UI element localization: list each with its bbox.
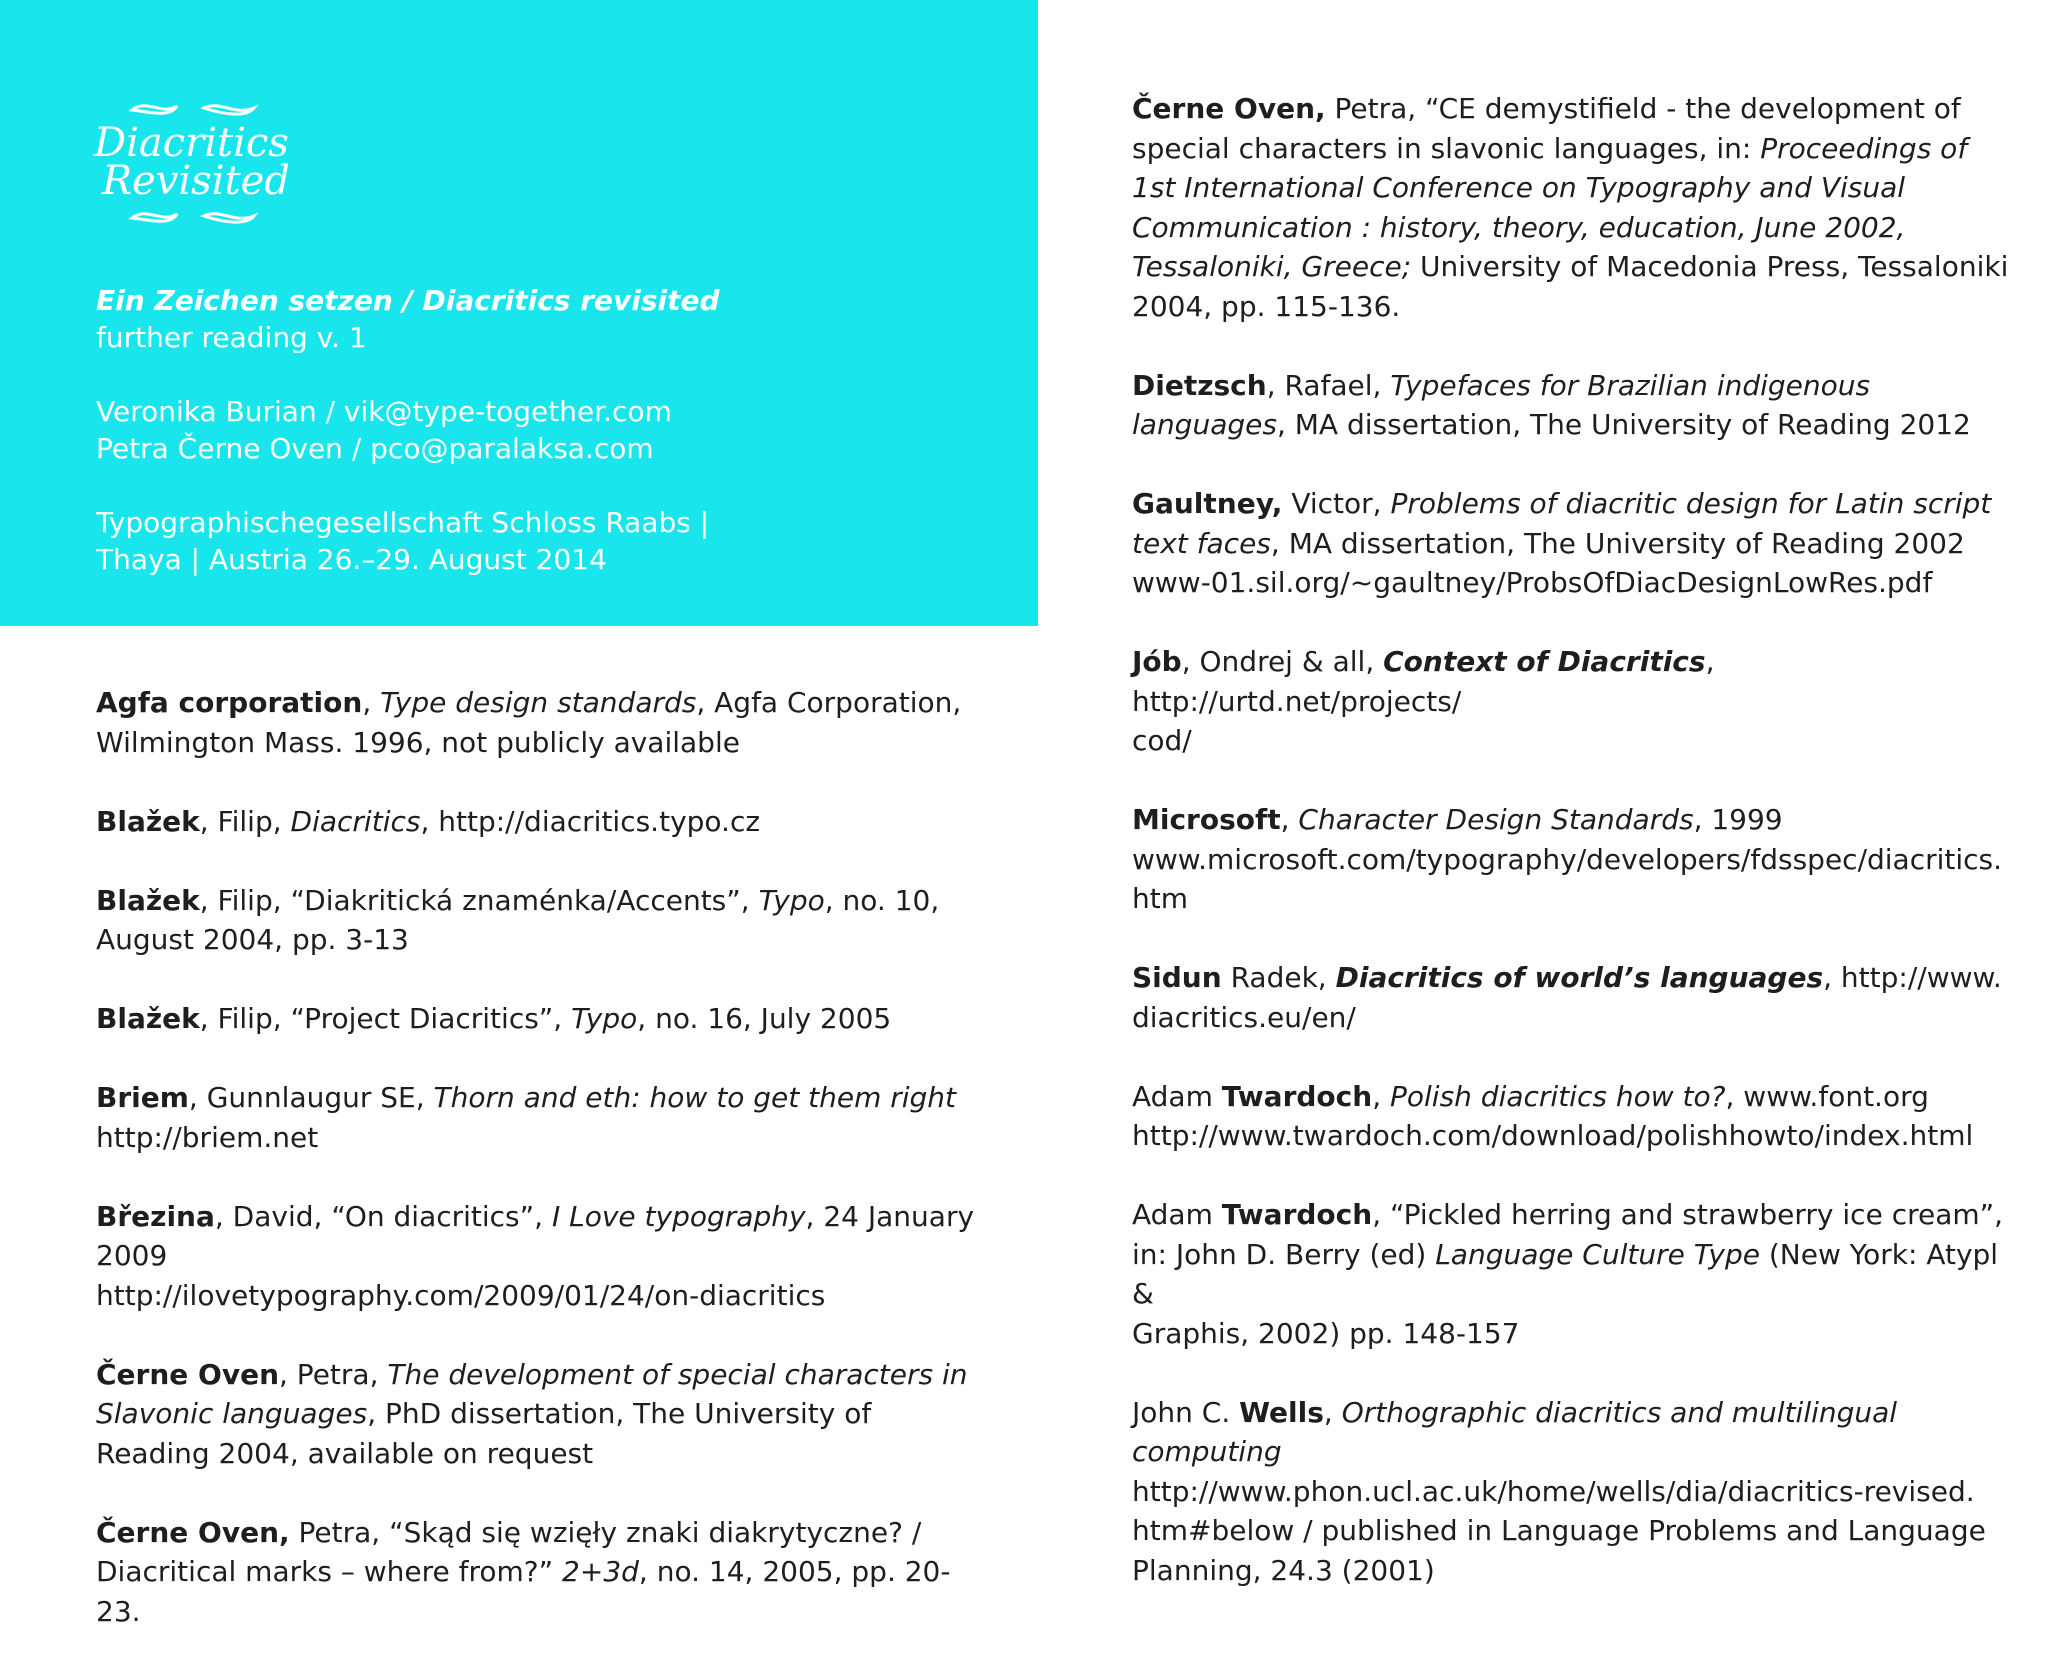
reference-title: Polish diacritics how to? <box>1390 1079 1726 1113</box>
reference-text: , Rafael, <box>1266 368 1391 402</box>
reference-entry <box>1132 958 2012 1037</box>
reference-entry <box>96 1197 976 1316</box>
contact-cerne-oven: Petra Černe Oven / pco@paralaksa.com <box>96 432 654 465</box>
reference-text: , Gunnlaugur SE, <box>188 1081 434 1114</box>
reference-entry <box>1132 89 2012 326</box>
reference-author: Jób <box>1132 645 1182 678</box>
reference-text: , 24 January 2009 <box>96 1199 975 1272</box>
reference-text: http://www.twardoch.com/download/polishhowto/index.html <box>1132 1119 1974 1152</box>
reference-entry <box>96 881 976 960</box>
document-title: Ein Zeichen setzen / Diacritics revisited <box>96 284 720 317</box>
reference-text: http://briem.net <box>96 1120 319 1154</box>
reference-title: Language Culture Type <box>1435 1237 1760 1271</box>
reference-text: , 1999 <box>1693 803 1783 836</box>
reference-text: , no. 16, July 2005 <box>637 1002 892 1035</box>
reference-entry <box>96 802 976 842</box>
reference-text: www-01.sil.org/~gaultney/ProbsOfDiacDesignLowRes.pdf <box>1132 566 1933 599</box>
reference-author: Dietzsch <box>1132 368 1267 402</box>
reference-text: Radek, <box>1221 961 1336 994</box>
reference-title: Diacritics <box>290 804 421 838</box>
reference-text: , Petra, <box>279 1357 388 1391</box>
reference-author: Černe Oven, <box>1132 92 1326 125</box>
reference-title: Typo <box>758 883 825 917</box>
reference-text: Planning, 24.3 (2001) <box>1132 1553 1435 1587</box>
reference-author: Černe Oven <box>96 1357 279 1391</box>
diacritics-revisited-logo <box>92 96 292 232</box>
reference-text: Adam <box>1132 1198 1222 1231</box>
reference-entry <box>1132 366 2012 445</box>
reference-text: , <box>1323 1395 1342 1429</box>
reference-text: , <box>1372 1079 1390 1113</box>
reference-entry <box>96 1078 976 1157</box>
reference-title: Proceedings of 1st International Conference on Typography and Visual Communication : history, theory, education, June 2002, Tessaloniki, Greece; <box>1132 131 1968 283</box>
reference-text: htm#below / published in Language Problems and Language <box>1132 1514 1986 1547</box>
reference-author: Sidun <box>1132 961 1222 994</box>
reference-text: (New York: Atypl & <box>1132 1237 1999 1310</box>
reference-author: Blažek <box>96 804 200 838</box>
reference-text: , MA dissertation, The University of Reading 2012 <box>1276 408 1971 441</box>
reference-title: Typo <box>571 1002 638 1035</box>
header-panel <box>0 0 1038 626</box>
reference-title: Orthographic diacritics and multilingual computing <box>1132 1395 1898 1468</box>
svg-text:Diacritics: Diacritics <box>94 120 289 166</box>
reference-text: , Filip, <box>199 804 291 838</box>
reference-title: Context of Diacritics <box>1383 645 1706 678</box>
reference-text: , Agfa Corporation, Wilmington Mass. 1996, not publicly available <box>96 686 962 759</box>
reference-author: Blažek <box>96 883 200 917</box>
reference-text: , <box>362 686 381 719</box>
reference-title: The development of special characters in Slavonic languages <box>96 1357 968 1430</box>
reference-author: Blažek <box>96 1002 200 1035</box>
reference-entry <box>1132 1077 2012 1156</box>
reference-author: Gaultney, <box>1132 487 1283 520</box>
reference-text: , Ondrej & all, <box>1181 645 1384 678</box>
reference-text: , http://diacritics.typo.cz <box>420 804 761 838</box>
reference-text: , http://urtd.net/projects/ <box>1132 645 1715 718</box>
reference-text: , David, “On diacritics”, <box>214 1199 552 1233</box>
reference-text: John C. <box>1132 1395 1240 1429</box>
reference-text: , <box>1280 803 1299 836</box>
reference-list-left <box>96 683 976 1671</box>
reference-list-right <box>1132 89 2012 1630</box>
reference-text: , Filip, “Diakritická znaménka/Accents”, <box>199 883 759 917</box>
reference-text: , MA dissertation, The University of Reading 2002 <box>1270 526 1965 560</box>
reference-entry <box>96 1355 976 1474</box>
reference-author: Wells <box>1239 1395 1324 1429</box>
reference-text: http://www.phon.ucl.ac.uk/home/wells/dia/diacritics-revised. <box>1132 1474 1975 1508</box>
reference-text: , “Pickled herring and strawberry ice cream”, <box>1372 1198 2004 1231</box>
svg-text:Revisited: Revisited <box>102 158 290 204</box>
reference-author: Agfa corporation <box>96 686 363 719</box>
reference-author: Microsoft <box>1132 803 1281 836</box>
reference-text: Petra, “Skąd się wzięły znaki diakrytyczne? / Diacritical marks – where from?” <box>96 1515 922 1588</box>
contact-burian: Veronika Burian / vik@type-together.com <box>96 395 672 428</box>
reference-text: Petra, “CE demystifield - the development of special characters in slavonic languages, in: <box>1132 92 1961 165</box>
reference-author: Briem <box>96 1081 189 1114</box>
event-info <box>96 282 996 578</box>
reference-text: diacritics.eu/en/ <box>1132 1000 1356 1034</box>
reference-entry <box>1132 800 2012 919</box>
reference-title: Typefaces for Brazilian indigenous languages <box>1132 368 1871 441</box>
reference-entry <box>96 1513 976 1632</box>
reference-entry <box>1132 1195 2012 1353</box>
reference-text: Victor, <box>1282 487 1391 520</box>
reference-text: , no. 14, 2005, pp. 20-23. <box>96 1555 951 1628</box>
reference-title: Type design standards <box>380 686 697 719</box>
reference-text: University of Macedonia Press, Tessaloniki 2004, pp. 115-136. <box>1132 250 2009 323</box>
reference-entry <box>96 999 976 1039</box>
reference-text: http://ilovetypography.com/2009/01/24/on-diacritics <box>96 1278 826 1312</box>
reference-text: , http://www. <box>1823 961 2002 994</box>
reference-text: , no. 10, August 2004, pp. 3-13 <box>96 883 940 956</box>
reference-text: www.microsoft.com/typography/developers/fdsspec/diacritics. <box>1132 842 2003 876</box>
reference-entry <box>96 683 976 762</box>
reference-author: Twardoch <box>1221 1079 1373 1113</box>
reference-author: Březina <box>96 1199 215 1233</box>
reference-text: Graphis, 2002) pp. 148-157 <box>1132 1316 1520 1350</box>
document-subtitle: further reading v. 1 <box>96 321 367 354</box>
reference-title: Thorn and eth: how to get them right <box>433 1081 957 1114</box>
reference-text: in: John D. Berry (ed) <box>1132 1237 1436 1271</box>
reference-entry <box>1132 484 2012 603</box>
reference-entry <box>1132 1393 2012 1591</box>
reference-title: Character Design Standards <box>1298 803 1694 836</box>
reference-author: Černe Oven, <box>96 1515 290 1549</box>
reference-text: htm <box>1132 882 1188 915</box>
reference-entry <box>1132 642 2012 761</box>
reference-text: cod/ <box>1132 724 1192 757</box>
reference-text: , PhD dissertation, The University of Reading 2004, available on request <box>96 1397 872 1470</box>
reference-text: , Filip, “Project Diacritics”, <box>199 1002 572 1035</box>
reference-text: Adam <box>1132 1079 1222 1113</box>
reference-title: Problems of diacritic design for Latin script text faces <box>1132 487 1992 560</box>
venue-line-1: Typographischegesellschaft Schloss Raabs | <box>96 506 710 539</box>
venue-line-2: Thaya | Austria 26.–29. August 2014 <box>96 543 607 576</box>
reference-title: I Love typography <box>551 1199 806 1233</box>
reference-title: Diacritics of world’s languages <box>1335 961 1824 994</box>
reference-text: , www.font.org <box>1725 1079 1929 1113</box>
reference-author: Twardoch <box>1221 1198 1373 1231</box>
reference-title: 2+3d <box>562 1555 639 1588</box>
